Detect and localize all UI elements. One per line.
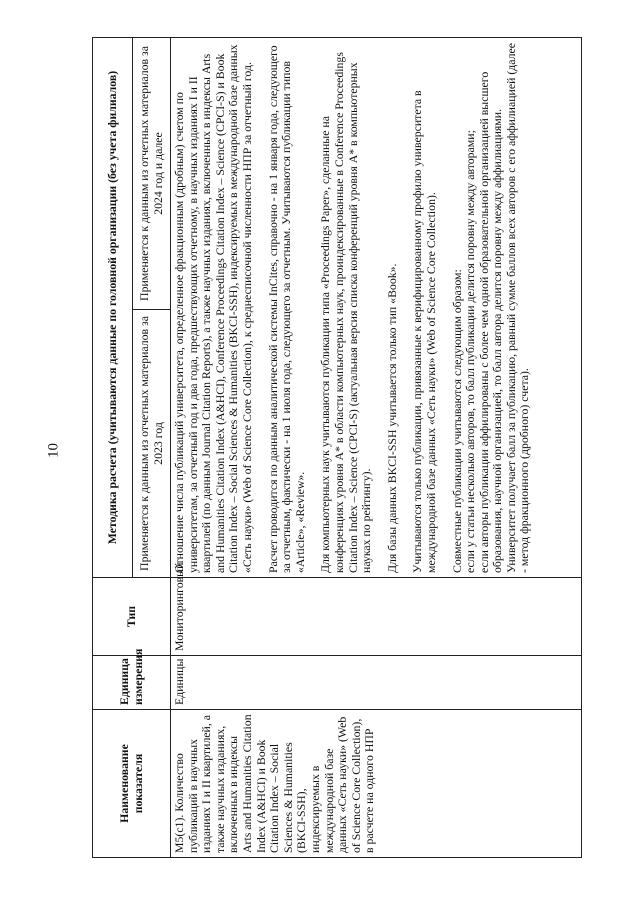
header-period-2024: Применяется к данным из отчетных материалов за 2024 год и далее (133, 38, 171, 310)
joint-intro: Совместные публикации учитываются следующим образом: (449, 269, 464, 573)
methodology-paragraph: Для компьютерных наук учитываются публикации типа «Proceedings Paper», сделанные на конференциях уровня A* в области компьютерных наук, проиндексированные в Conference Proceedings Citation Index – Science (CPCI-S) (актуальная версия списка конференций уровня A* в компьютерных науках по рейтингу). (318, 52, 374, 573)
type-cell: Мониторинговый (171, 578, 582, 656)
table-row (171, 38, 582, 858)
header-indicator-name: Наименование показателя (93, 710, 171, 858)
header-methodology: Методика расчета (учитываются данные по головной организации (без учета филиалов) (93, 38, 133, 578)
methodology-paragraph: Расчет проводится по данным аналитической системы InCites, справочно - на 1 января года, следующего за отчетным, фактически - на 1 июля года, следующего за отчетным. Учитываются публикации типов «Article», «Review». (265, 45, 307, 573)
indicator-table (92, 37, 582, 858)
indicator-name-cell: М5(с1). Количество публикаций в научных изданиях I и II квартилей, а также научных изданиях, включенных в индексы Arts and Humanities Citation Index (A&HCI) и Book Citation Index – Social Sciences & Humanities (BKCI-SSH), индексируемых в международной базе данных «Сеть науки» (Web of Science Core Collection), в расчете на одного НПР (171, 710, 582, 858)
joint-rule-affiliations: если авторы публикации аффилированы с более чем одной образовательной организацией высшего образования, научной организацией, то балл автора делится поровну между аффилиациями. (476, 71, 505, 573)
methodology-cell (171, 38, 582, 578)
joint-rule-university-score: Университет получает балл за публикацию, равный сумме баллов всех авторов с его аффилиацией (далее - метод фракционного (дробного) счета). (503, 43, 532, 573)
header-period-2023: Применяется к данным из отчетных материалов за 2023 год (133, 310, 171, 578)
methodology-paragraph: Для базы данных BKCI-SSH учитывается только тип «Book». (384, 263, 399, 573)
header-type: Тип (93, 578, 171, 656)
rotated-table-container (92, 38, 582, 858)
methodology-paragraph: Отношение числа публикаций университета, определенное фракционным (дробным) счетом по университетам, за отчетный год и два года, предшествующих отчетному, в научных изданиях I и II квартилей (по данным Journal Citation Reports), а также научных изданиях, включенных в индексы Arts and Humanities Citation Index (A&HCI), Conference Proceedings Citation Index – Science (CPCI-S) и Book Citation Index – Social Sciences & Humanities (BKCI-SSH), индексируемых в международной базе данных «Сеть науки» (Web of Science Core Collection), к среднесписочной численности НПР за отчетный год. (172, 44, 254, 573)
page-number: 10 (45, 443, 62, 458)
joint-rule-authors: если у статьи несколько авторов, то балл публикации делится поровну между авторами; (463, 130, 478, 573)
unit-cell: Единицы (171, 656, 582, 710)
header-unit: Единица измерения (93, 656, 171, 710)
joint-publications-block (451, 42, 533, 573)
methodology-paragraph: Учитываются только публикации, привязанные к верифицированному профилю университета в международной базе данных «Сеть науки» (Web of Science Core Collection). (410, 90, 438, 573)
